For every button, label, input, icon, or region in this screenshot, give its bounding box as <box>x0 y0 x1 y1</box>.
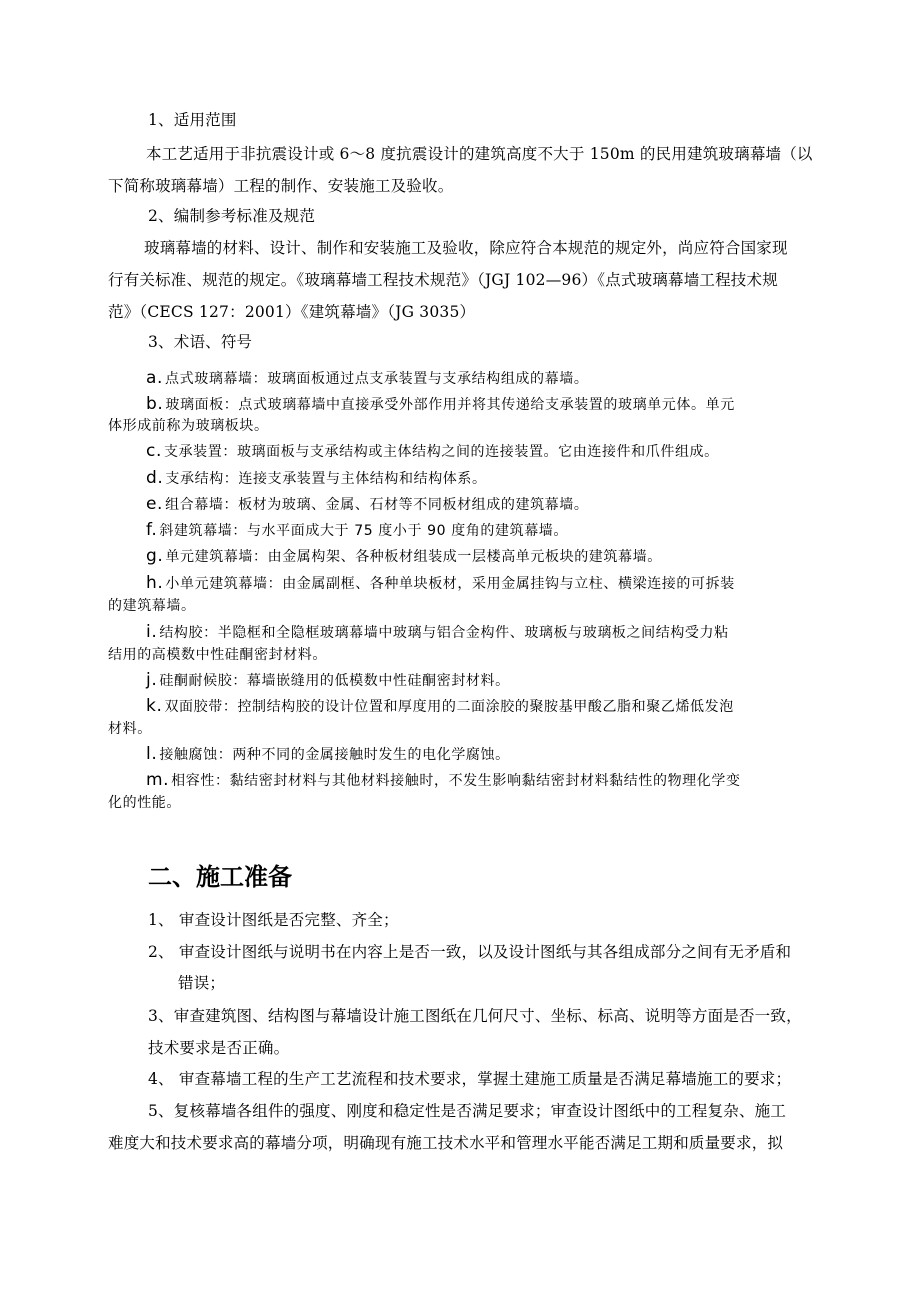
term-text: 支承结构：连接支承装置与主体结构和结构体系。 <box>165 471 487 487</box>
standards-body-line-2: 行有关标准、规范的规定。《玻璃幕墙工程技术规范》（JGJ 102—96）《点式玻璃幕墙工程技术规 <box>108 271 778 289</box>
term-b <box>146 394 735 415</box>
term-text: 玻璃面板：点式玻璃幕墙中直接承受外部作用并将其传递给支承装置的玻璃单元体。单元 <box>165 397 735 413</box>
term-marker: j. <box>146 670 158 690</box>
term-text: 点式玻璃幕墙：玻璃面板通过点支承装置与支承结构组成的幕墙。 <box>165 371 589 387</box>
term-text: 相容性：黏结密封材料与其他材料接触时，不发生影响黏结密封材料黏结性的物理化学变 <box>171 773 741 789</box>
term-c <box>146 441 719 462</box>
terms-title: 3、术语、符号 <box>148 333 253 351</box>
term-text: 斜建筑幕墙：与水平面成大于 75 度小于 90 度角的建筑幕墙。 <box>159 523 568 539</box>
term-k-continuation: 材料。 <box>108 721 152 737</box>
prep-item-2: 2、 审查设计图纸与说明书在内容上是否一致，以及设计图纸与其各组成部分之间有无矛盾和 <box>148 943 792 961</box>
term-l <box>146 744 510 765</box>
term-marker: f. <box>146 520 158 540</box>
standards-body-line-1: 玻璃幕墙的材料、设计、制作和安装施工及验收，除应符合本规范的规定外，尚应符合国家现 <box>144 239 788 257</box>
term-i <box>146 622 729 643</box>
term-k <box>146 696 734 717</box>
term-marker: d. <box>146 468 164 488</box>
term-marker: e. <box>146 494 164 514</box>
term-b-continuation: 体形成前称为玻璃板块。 <box>108 418 269 434</box>
prep-item-4: 4、 审查幕墙工程的生产工艺流程和技术要求，掌握土建施工质量是否满足幕墙施工的要求； <box>148 1070 792 1088</box>
term-i-continuation: 结用的高模数中性硅酮密封材料。 <box>108 647 327 663</box>
scope-title: 1、适用范围 <box>148 111 237 129</box>
term-text: 组合幕墙：板材为玻璃、金属、石材等不同板材组成的建筑幕墙。 <box>165 497 589 513</box>
term-marker: c. <box>146 441 162 461</box>
term-marker: i. <box>146 622 158 642</box>
term-d <box>146 468 487 489</box>
term-h <box>146 573 735 594</box>
term-m <box>146 770 741 791</box>
term-text: 结构胶：半隐框和全隐框玻璃幕墙中玻璃与铝合金构件、玻璃板与玻璃板之间结构受力粘 <box>159 625 729 641</box>
term-text: 接触腐蚀：两种不同的金属接触时发生的电化学腐蚀。 <box>159 747 510 763</box>
term-marker: b. <box>146 394 164 414</box>
term-j <box>146 670 510 691</box>
term-f <box>146 520 568 541</box>
standards-body-line-3: 范》（CECS 127：2001）《建筑幕墙》（JG 3035） <box>108 303 476 321</box>
prep-item-5: 5、复核幕墙各组件的强度、刚度和稳定性是否满足要求；审查设计图纸中的工程复杂、施工 <box>148 1102 787 1120</box>
prep-item-3-continuation: 技术要求是否正确。 <box>148 1039 290 1057</box>
term-g <box>146 546 662 567</box>
term-m-continuation: 化的性能。 <box>108 795 181 811</box>
term-text: 支承装置：玻璃面板与支承结构或主体结构之间的连接装置。它由连接件和爪件组成。 <box>163 444 719 460</box>
term-marker: k. <box>146 696 163 716</box>
term-a <box>146 368 588 389</box>
term-text: 单元建筑幕墙：由金属构架、各种板材组装成一层楼高单元板块的建筑幕墙。 <box>165 549 662 565</box>
term-marker: l. <box>146 744 158 764</box>
prep-item-1: 1、 审查设计图纸是否完整、齐全； <box>148 911 399 929</box>
prep-item-5-continuation: 难度大和技术要求高的幕墙分项，明确现有施工技术水平和管理水平能否满足工期和质量要求，拟 <box>108 1134 784 1152</box>
section-heading-construction-prep: 二、施工准备 <box>148 862 292 891</box>
term-marker: g. <box>146 546 164 566</box>
term-marker: m. <box>146 770 170 790</box>
scope-body-line-1: 本工艺适用于非抗震设计或 6～8 度抗震设计的建筑高度不大于 150m 的民用建筑玻璃幕墙（以 <box>146 145 813 163</box>
term-e <box>146 494 588 515</box>
standards-title: 2、编制参考标准及规范 <box>148 207 316 225</box>
prep-item-3: 3、审查建筑图、结构图与幕墙设计施工图纸在几何尺寸、坐标、标高、说明等方面是否一致， <box>148 1007 802 1025</box>
term-marker: a. <box>146 368 164 388</box>
prep-item-2-continuation: 错误； <box>178 974 226 992</box>
term-text: 小单元建筑幕墙：由金属副框、各种单块板材，采用金属挂钩与立柱、横梁连接的可拆装 <box>165 576 735 592</box>
term-text: 硅酮耐候胶：幕墙嵌缝用的低模数中性硅酮密封材料。 <box>159 673 510 689</box>
term-h-continuation: 的建筑幕墙。 <box>108 598 196 614</box>
scope-body-line-2: 下简称玻璃幕墙）工程的制作、安装施工及验收。 <box>108 177 454 195</box>
term-marker: h. <box>146 573 164 593</box>
term-text: 双面胶带：控制结构胶的设计位置和厚度用的二面涂胶的聚胺基甲酸乙脂和聚乙烯低发泡 <box>164 699 734 715</box>
